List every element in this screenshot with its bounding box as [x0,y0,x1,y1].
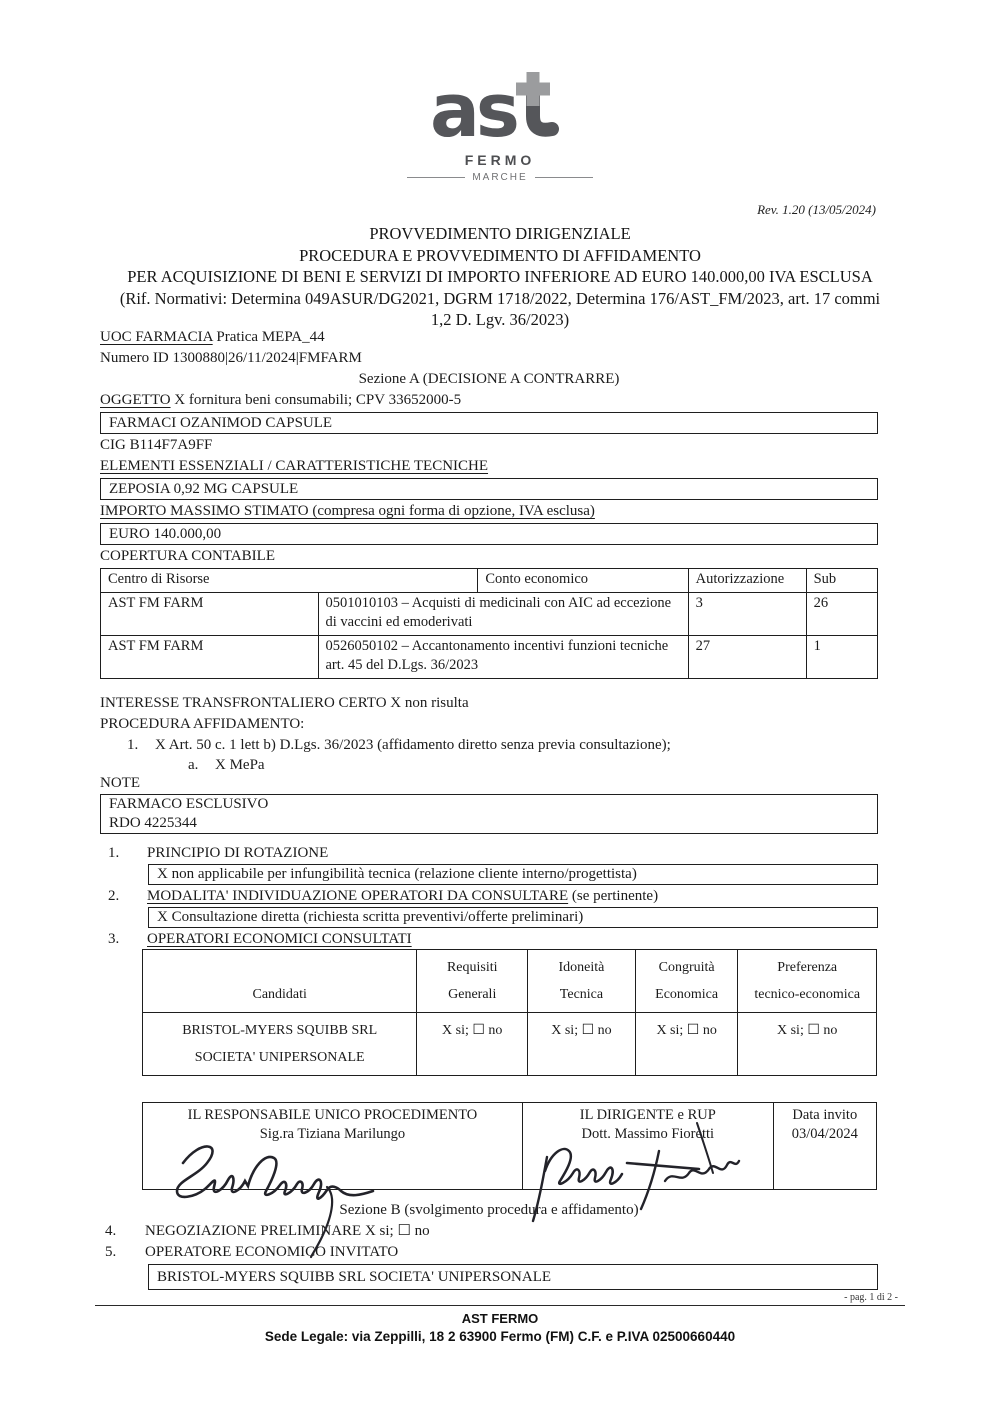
header-line-1: Preferenza [777,959,838,975]
item-number: 2. [108,887,120,904]
cell-check-requisiti: X si; ☐ no [416,1013,527,1075]
procedura-item-1 [100,735,878,756]
data-invito-label: Data invito [792,1106,858,1123]
cell-check-congruita: X si; ☐ no [635,1013,738,1075]
footer-org: AST FERMO [461,1311,539,1326]
cell-check-idoneita: X si; ☐ no [527,1013,635,1075]
item-text: X Art. 50 c. 1 lett b) D.Lgs. 36/2023 (affidamento diretto senza previa consultazione); [155,736,671,753]
title-ref-line-2: 1,2 D. Lgv. 36/2023) [430,310,570,329]
oggetto-line [100,390,878,411]
header-line-1: Requisiti [446,959,498,975]
uoc-line [100,327,878,348]
item-text: X MePa [215,756,265,773]
candidati-table [142,949,877,1076]
oggetto-value-box: FARMACI OZANIMOD CAPSULE [100,412,878,434]
oggetto-label: OGGETTO [100,392,171,408]
data-invito-value: 03/04/2024 [791,1125,858,1142]
logo-city: FERMO [464,152,536,168]
operatore-invitato-heading: OPERATORE ECONOMICO INVITATO [145,1243,399,1260]
principio-rotazione-heading: PRINCIPIO DI ROTAZIONE [147,844,329,861]
cell-conto: 0501010103 – Acquisti di medicinali con AIC ad eccezione di vaccini ed emoderivati [318,593,688,635]
list-item-5 [100,1242,878,1263]
table-row [101,592,877,635]
spacer [100,679,878,687]
footer-address: Sede Legale: via Zeppilli, 18 2 63900 Fermo (FM) C.F. e P.IVA 02500660440 [264,1329,736,1344]
cell-centro: AST FM FARM [108,594,204,611]
importo-heading: IMPORTO MASSIMO STIMATO (compresa ogni forma di opzione, IVA esclusa) [100,503,595,519]
cell-sub: 1 [806,636,877,678]
procedura-item-1a [100,756,878,774]
candidato-name-1: BRISTOL-MYERS SQUIBB SRL [182,1022,378,1038]
cell-candidato [143,1013,416,1075]
oggetto-rest: X fornitura beni consumabili; CPV 33652000-5 [170,392,462,408]
cig-line: CIG B114F7A9FF [100,437,213,453]
responsabile-cell [143,1103,522,1189]
uoc-rest: Pratica MEPA_44 [212,329,325,345]
note-line-2: RDO 4225344 [109,814,197,831]
candidati-table-header [143,950,876,1012]
cell-conto: 0526050102 – Accantonamento incentivi funzioni tecniche art. 45 del D.Lgs. 36/2023 [318,636,688,678]
title-line-2: PROCEDURA E PROVVEDIMENTO DI AFFIDAMENTO [299,245,701,265]
logo [0,70,1000,183]
negoziazione-text: NEGOZIAZIONE PRELIMINARE X si; ☐ no [145,1222,430,1239]
page-number: - pag. 1 di 2 - [844,1292,898,1303]
responsabile-signature [161,1135,441,1225]
cell-autorizzazione: 3 [688,593,806,635]
candidati-label: Candidati [252,986,307,1002]
candidato-name-2: SOCIETA' UNIPERSONALE [194,1049,365,1065]
header-line-2: Generali [448,986,497,1002]
header-line-1: Congruità [658,959,715,975]
col-header-preferenza [737,950,876,1012]
col-header-candidati [143,950,416,1012]
item-number: 1. [127,736,139,753]
importo-value-box: EURO 140.000,00 [100,523,878,545]
col-header-autorizzazione: Autorizzazione [688,569,806,592]
header-line-1: Idoneità [558,959,605,975]
sezione-b-heading: Sezione B (svolgimento procedura e affidamento) [339,1201,639,1218]
ast-logo-icon [432,70,568,146]
spacer [145,954,414,981]
logo-dash-right [535,177,593,178]
title-ref-line-1: (Rif. Normativi: Determina 049ASUR/DG2021, DGRM 1718/2022, Determina 176/AST_FM/2023, art. 17 commi [119,288,881,308]
signature-table [142,1102,877,1190]
rotazione-box: X non applicabile per infungibilità tecnica (relazione cliente interno/progettista) [148,864,878,885]
col-header-centro: Centro di Risorse [108,571,210,587]
elementi-value-box: ZEPOSIA 0,92 MG CAPSULE [100,478,878,500]
logo-dash-left [407,177,465,178]
item-number: 4. [105,1222,117,1239]
table-row [101,635,877,678]
logo-plus-icon [516,83,550,96]
procedura-affidamento-heading: PROCEDURA AFFIDAMENTO: [100,715,305,732]
consultazione-box: X Consultazione diretta (richiesta scritta preventivi/offerte preliminari) [148,907,878,928]
copertura-table [100,568,878,679]
modalita-suffix: (se pertinente) [568,887,659,904]
data-invito-cell [773,1103,876,1189]
list-item-3 [100,929,878,949]
interesse-line: INTERESSE TRANSFRONTALIERO CERTO X non risulta [100,694,469,711]
logo-region-label: MARCHE [472,172,528,183]
footer-rule [95,1305,905,1306]
cell-check-preferenza: X si; ☐ no [737,1013,876,1075]
uoc-label: UOC FARMACIA [100,329,213,345]
copertura-heading: COPERTURA CONTABILE [100,548,275,564]
item-letter: a. [188,756,199,773]
logo-wordmark-as: as [432,70,516,146]
dirigente-name: Dott. Massimo Fioretti [581,1125,715,1142]
document-body [100,327,878,1291]
responsabile-name: Sig.ra Tiziana Marilungo [259,1125,406,1142]
col-header-sub: Sub [806,569,877,592]
item-number: 5. [105,1243,117,1260]
sezione-a-heading: Sezione A (DECISIONE A CONTRARRE) [358,371,620,387]
logo-region-row [407,172,592,183]
header-line-2: tecnico-economica [754,986,861,1002]
list-item-1 [100,843,878,863]
note-box [100,794,878,834]
document-title-block [95,223,905,331]
spacer [100,835,878,843]
cell-autorizzazione: 27 [688,636,806,678]
table-row [143,1012,876,1075]
col-header-idoneita [527,950,635,1012]
dirigente-cell [522,1103,773,1189]
cell-centro: AST FM FARM [108,637,204,654]
item-number: 1. [108,844,120,861]
elementi-heading: ELEMENTI ESSENZIALI / CARATTERISTICHE TECNICHE [100,458,489,474]
col-header-requisiti [416,950,527,1012]
header-line-2: Tecnica [559,986,604,1002]
revision-note: Rev. 1.20 (13/05/2024) [757,202,876,217]
modalita-heading: MODALITA' INDIVIDUAZIONE OPERATORI DA CONSULTARE [147,887,569,904]
title-line-1: PROVVEDIMENTO DIRIGENZIALE [369,224,631,243]
col-header-conto: Conto economico [477,569,687,592]
title-line-3: PER ACQUISIZIONE DI BENI E SERVIZI DI IMPORTO INFERIORE AD EURO 140.000,00 IVA ESCLUSA [127,267,873,286]
note-heading: NOTE [100,774,140,791]
dirigente-title: IL DIRIGENTE e RUP [579,1106,716,1123]
col-header-congruita [635,950,738,1012]
cell-sub: 26 [806,593,877,635]
item-number: 3. [108,930,120,947]
list-item-2 [100,886,878,906]
logo-inner [407,70,592,183]
numero-id-line: Numero ID 1300880|26/11/2024|FMFARM [100,350,362,366]
note-line-1: FARMACO ESCLUSIVO [109,795,269,812]
dirigente-signature [531,1129,751,1229]
header-line-2: Economica [655,986,719,1002]
spacer [100,1076,878,1102]
operatori-heading: OPERATORI ECONOMICI CONSULTATI [147,930,412,947]
copertura-table-header [101,569,877,592]
operatore-invitato-box: BRISTOL-MYERS SQUIBB SRL SOCIETA' UNIPERSONALE [148,1264,878,1290]
responsabile-title: IL RESPONSABILE UNICO PROCEDIMENTO [187,1106,478,1123]
